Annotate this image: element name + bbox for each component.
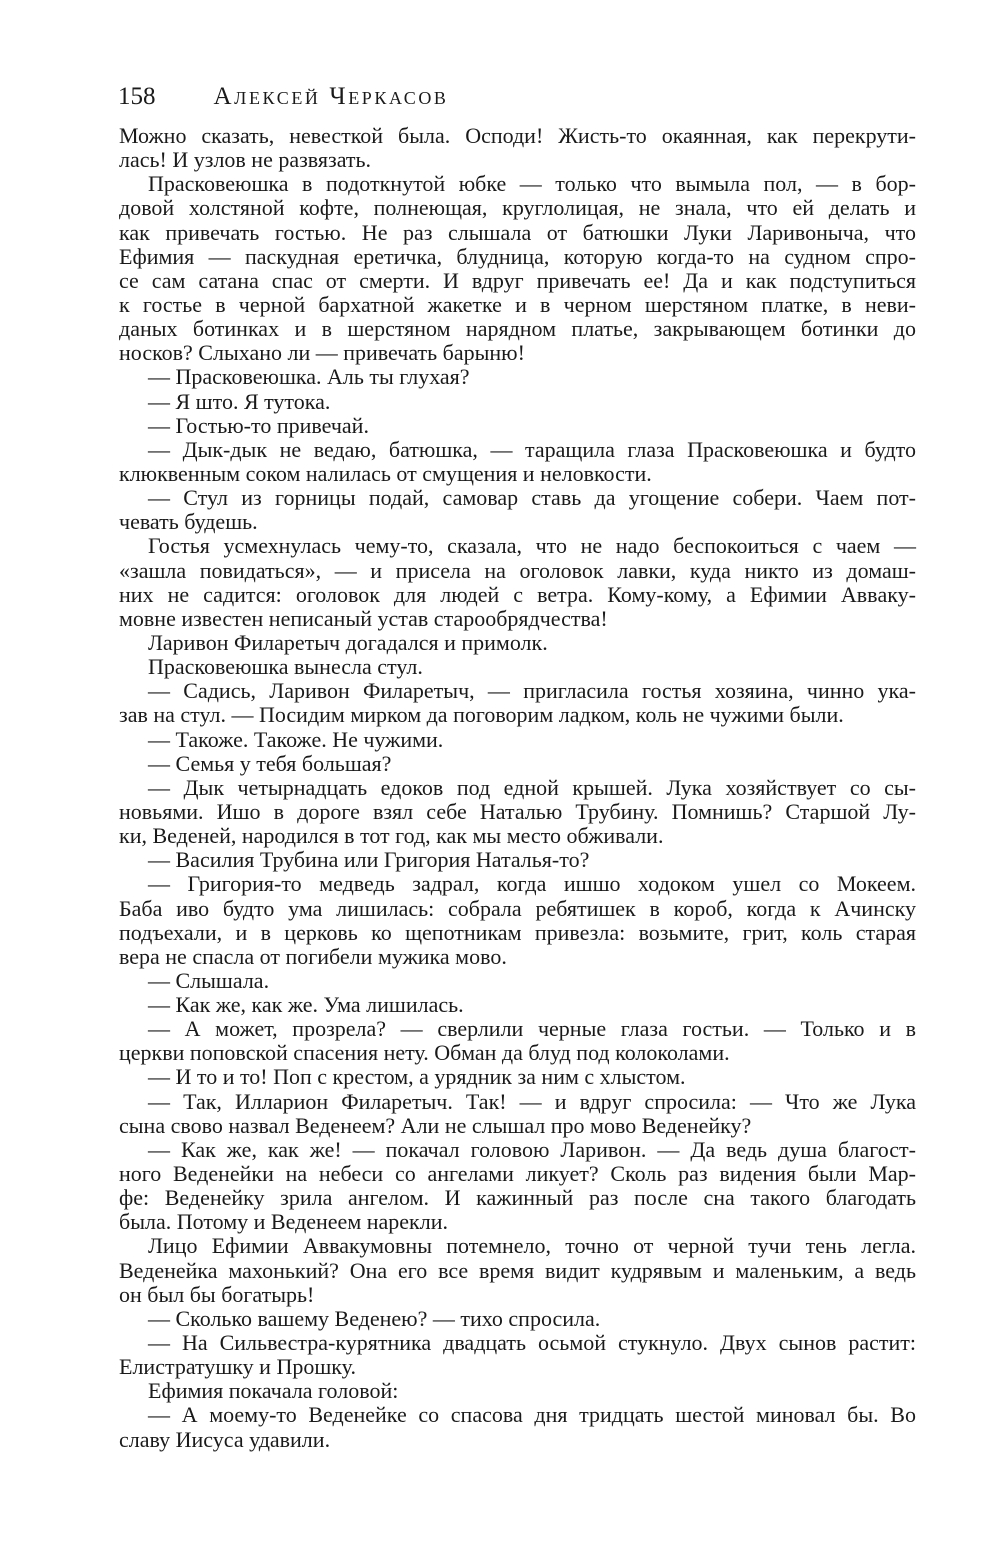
text-line: — Слышала. bbox=[148, 967, 270, 993]
text-line: фе: Веденейку зрила ангелом. И кажинный раз после сна такого благодать bbox=[119, 1185, 916, 1211]
text-line: довой холстяной кофте, полнеющая, круглолицая, не знала, что ей делать и bbox=[119, 195, 916, 221]
text-line: носков? Слыхано ли — привечать барыню! bbox=[119, 340, 525, 366]
text-line: церкви поповской спасения нету. Обман да блуд под колоколами. bbox=[119, 1040, 730, 1066]
text-line: как привечать гостью. Не раз слышала от батюшки Луки Ларивоныча, что bbox=[119, 219, 916, 245]
text-line: была. Потому и Веденеем нарекли. bbox=[119, 1209, 448, 1235]
body-text bbox=[119, 124, 916, 1452]
text-line: сына свово назвал Веденеем? Али не слышал про мово Веденейку? bbox=[119, 1112, 752, 1138]
text-line: Веденейка махонький? Она его все время видит кудрявым и маленьким, а ведь bbox=[119, 1257, 916, 1283]
text-line: — Дык четырнадцать едоков под едной крышей. Лука хозяйствует со сы- bbox=[148, 774, 916, 800]
text-line: — Как же, как же! — покачал головою Ларивон. — Да ведь душа благост- bbox=[148, 1136, 916, 1162]
text-line: — И то и то! Поп с крестом, а урядник за ним с хлыстом. bbox=[148, 1064, 686, 1090]
text-line: лась! И узлов не развязать. bbox=[119, 147, 372, 173]
page-header bbox=[118, 82, 449, 112]
page-number: 158 bbox=[118, 83, 156, 110]
text-line: зав на стул. — Посидим мирком да поговорим ладком, коль не чужими были. bbox=[119, 702, 844, 728]
text-line: чевать будешь. bbox=[119, 509, 258, 535]
text-line: — Так, Илларион Филаретыч. Так! — и вдруг спросила: — Что же Лука bbox=[148, 1088, 916, 1114]
text-line: Лицо Ефимии Аввакумовны потемнело, точно от черной тучи тень легла. bbox=[148, 1233, 916, 1259]
text-line: Гостья усмехнулась чему-то, сказала, что не надо беспокоиться с чаем — bbox=[148, 533, 916, 559]
text-line: Елистратушку и Прошку. bbox=[119, 1354, 356, 1380]
running-title: Алексей Черкасов bbox=[213, 83, 449, 110]
text-line: — Григория-то медведь задрал, когда ишшо ходоком ушел со Мокеем. bbox=[148, 871, 916, 897]
text-line: Ефимия — паскудная еретичка, блудница, которую когда-то на судном спро- bbox=[119, 243, 916, 269]
text-line: — Василия Трубина или Григория Наталья-то? bbox=[148, 847, 590, 873]
text-line: них не садится: оголовок для людей с ветра. Кому-кому, а Ефимии Аввaку- bbox=[119, 581, 916, 607]
text-line: ки, Веденей, народился в тот год, как мы место обживали. bbox=[119, 823, 664, 849]
text-line: — Такоже. Такоже. Не чужими. bbox=[148, 726, 444, 752]
text-line: «зашла повидаться», — и присела на оголовок лавки, куда никто из домаш- bbox=[119, 557, 916, 583]
text-line: — Как же, как же. Ума лишилась. bbox=[148, 992, 464, 1018]
text-line: Ефимия покачала головой: bbox=[148, 1378, 399, 1404]
text-line: даных ботинках и в шерстяном нарядном платье, закрывающем ботинки до bbox=[119, 316, 916, 342]
text-line: — Прасковеюшка. Аль ты глухая? bbox=[148, 364, 470, 390]
text-line: — Садись, Ларивон Филаретыч, — пригласила гостья хозяина, чинно ука- bbox=[148, 678, 916, 704]
text-line: Прасковеюшка вынесла стул. bbox=[148, 654, 423, 680]
text-line: славу Иисуса удавили. bbox=[119, 1426, 331, 1452]
text-line: подъехали, и в церковь ко щепотникам привезла: возьмите, грит, коль старая bbox=[119, 919, 916, 945]
text-line: — Сколько вашему Веденею? — тихо спросила. bbox=[148, 1305, 601, 1331]
text-line: ного Веденейки на небеси со ангелами ликует? Сколь раз видения были Мар- bbox=[119, 1161, 916, 1187]
text-line: — Гостью-то привечай. bbox=[148, 412, 369, 438]
text-line: к гостье в черной бархатной жакетке и в черном шерстяном платке, в неви- bbox=[119, 291, 916, 317]
text-line: се сам сатана спас от смерти. И вдруг привечать ее! Да и как подступиться bbox=[119, 267, 916, 293]
text-line: мовне известен неписаный устав старообрядчества! bbox=[119, 605, 608, 631]
text-line: — Стул из горницы подай, самовар ставь да угощение собери. Чаем пот- bbox=[148, 485, 916, 511]
text-line: вера не спасла от погибели мужика мово. bbox=[119, 943, 507, 969]
text-line: клюквенным соком налилась от смущения и неловкости. bbox=[119, 460, 652, 486]
text-line: — А может, прозрела? — сверлили черные глаза гостьи. — Только и в bbox=[148, 1016, 916, 1042]
text-line: он был бы богатырь! bbox=[119, 1281, 315, 1307]
text-line: Можно сказать, невесткой была. Осподи! Жисть-то окаянная, как перекрути- bbox=[119, 123, 916, 148]
text-line: — Дык-дык не ведаю, батюшка, — таращила глаза Прасковеюшка и будто bbox=[148, 436, 916, 462]
text-line: — Я што. Я тутока. bbox=[148, 388, 331, 414]
text-line: — На Сильвестра-курятника двадцать осьмой стукнуло. Двух сынов растит: bbox=[148, 1330, 916, 1356]
text-line: — Семья у тебя большая? bbox=[148, 750, 392, 776]
text-line: Баба иво будто ума лишилась: собрала ребятишек в короб, когда к Ачинску bbox=[119, 895, 916, 921]
text-line: Прасковеюшка в подоткнутой юбке — только что вымыла пол, — в бор- bbox=[148, 171, 916, 197]
text-line: — А моему-то Веденейке со спасова дня тридцать шестой миновал бы. Во bbox=[148, 1402, 916, 1428]
text-line: Ларивон Филаретыч догадался и примолк. bbox=[148, 629, 548, 655]
text-line: новьями. Ишо в дороге взял себе Наталью Трубину. Помнишь? Старшой Лу- bbox=[119, 798, 916, 824]
